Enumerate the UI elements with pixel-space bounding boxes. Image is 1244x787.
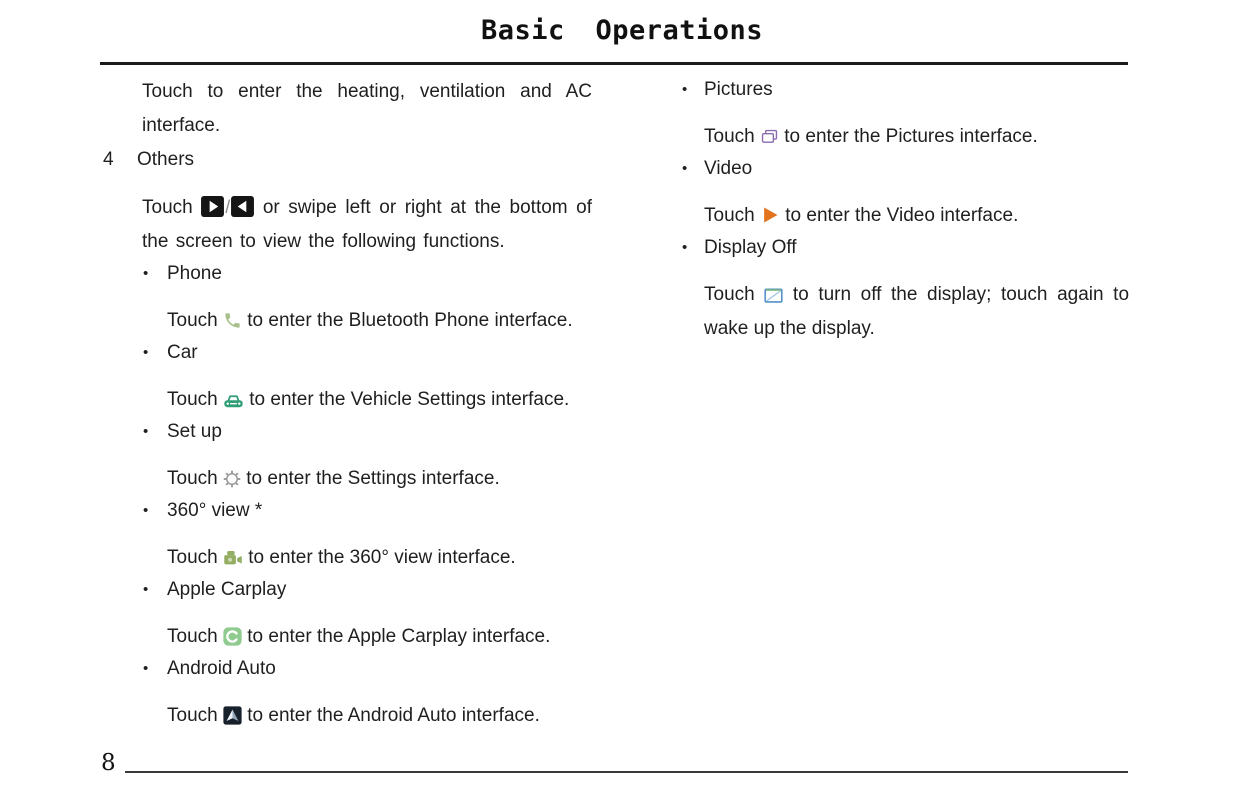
bullet-marker: •	[682, 81, 688, 98]
next-page-icon	[201, 196, 224, 217]
touch-word: Touch	[167, 705, 218, 726]
touch-word: Touch	[167, 389, 218, 410]
bullet-marker: •	[143, 344, 149, 361]
apple-carplay-icon	[223, 627, 242, 646]
bullet-marker: •	[143, 660, 149, 677]
description-text: to enter the Video interface.	[785, 205, 1019, 226]
description-text: to enter the Vehicle Settings interface.	[249, 389, 570, 410]
item-label: Car	[167, 342, 198, 363]
item-description	[167, 304, 592, 338]
item-label: Pictures	[704, 79, 773, 100]
touch-word: Touch	[142, 197, 193, 218]
bullet-marker: •	[682, 160, 688, 177]
footer-divider	[125, 771, 1128, 773]
right-column	[681, 75, 1130, 733]
list-item-360-view	[143, 496, 592, 525]
page-content	[0, 75, 1244, 733]
touch-word: Touch	[704, 205, 755, 226]
icon-separator: /	[225, 197, 231, 217]
section-number: 4	[103, 149, 114, 170]
bullet-marker: •	[143, 265, 149, 282]
carryover-paragraph: Touch to enter the heating, ventilation and AC interface.	[142, 81, 592, 136]
prev-page-icon	[231, 196, 254, 217]
page-header	[0, 0, 1244, 65]
display-off-icon	[764, 288, 783, 304]
list-item-apple-carplay	[143, 575, 592, 604]
item-label: Apple Carplay	[167, 579, 287, 600]
description-text: to enter the Apple Carplay interface.	[247, 626, 551, 647]
list-item-pictures	[682, 75, 1130, 104]
item-description	[704, 120, 1129, 154]
header-divider	[100, 62, 1128, 65]
item-label: 360° view *	[167, 500, 263, 521]
bluetooth-phone-icon	[223, 311, 242, 330]
pictures-icon	[760, 129, 779, 146]
others-intro-text: or swipe left or right at the bottom of the screen to view the following functions.	[142, 197, 593, 252]
item-description	[704, 278, 1129, 346]
description-text: to enter the Bluetooth Phone interface.	[247, 310, 573, 331]
touch-word: Touch	[167, 626, 218, 647]
description-text: to enter the Settings interface.	[246, 468, 500, 489]
section-heading	[103, 145, 592, 175]
camera-360-icon	[223, 550, 243, 567]
bullet-marker: •	[143, 502, 149, 519]
description-text: to enter the 360° view interface.	[248, 547, 516, 568]
item-label: Phone	[167, 263, 222, 284]
bullet-marker: •	[143, 581, 149, 598]
list-item-phone	[143, 259, 592, 288]
bullet-marker: •	[143, 423, 149, 440]
touch-word: Touch	[167, 468, 218, 489]
item-description	[167, 383, 592, 417]
android-auto-icon	[223, 706, 242, 725]
item-label: Display Off	[704, 237, 797, 258]
vehicle-settings-icon	[223, 394, 244, 409]
touch-word: Touch	[704, 126, 755, 147]
page-title: Basic Operations	[480, 15, 764, 46]
description-text: to enter the Android Auto interface.	[247, 705, 540, 726]
left-column	[103, 75, 592, 733]
list-item-video	[682, 154, 1130, 183]
description-text: to enter the Pictures interface.	[784, 126, 1038, 147]
item-label: Android Auto	[167, 658, 276, 679]
item-description	[167, 620, 592, 654]
item-description	[167, 462, 592, 496]
settings-gear-icon	[223, 470, 241, 488]
touch-word: Touch	[167, 547, 218, 568]
section-title: Others	[137, 149, 195, 170]
list-item-android-auto	[143, 654, 592, 683]
video-play-icon	[760, 205, 780, 225]
list-item-set-up	[143, 417, 592, 446]
item-label: Video	[704, 158, 753, 179]
page-footer	[0, 748, 1244, 787]
item-description	[704, 199, 1129, 233]
description-text: to turn off the display; touch again to wake up the display.	[704, 284, 1130, 339]
list-item-car	[143, 338, 592, 367]
touch-word: Touch	[704, 284, 755, 305]
touch-word: Touch	[167, 310, 218, 331]
others-intro-paragraph	[142, 190, 592, 259]
item-label: Set up	[167, 421, 222, 442]
list-item-display-off	[682, 233, 1130, 262]
page-number: 8	[101, 750, 116, 776]
bullet-marker: •	[682, 239, 688, 256]
item-description	[167, 699, 592, 733]
item-description	[167, 541, 592, 575]
